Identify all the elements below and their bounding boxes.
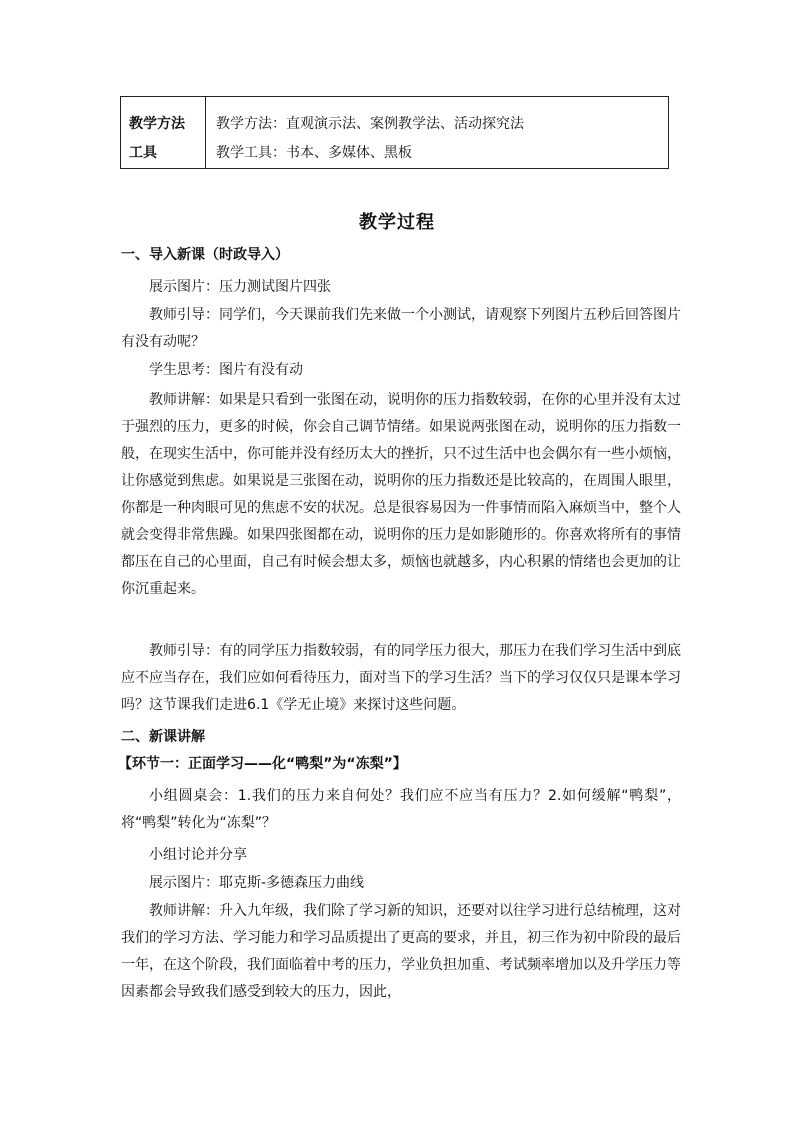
section-1-paragraph-4: 教师讲解：如果是只看到一张图在动，说明你的压力指数较弱，在你的心里并没有太过于强烈的压力，更多的时候，你会自己调节情绪。如果说两张图在动，说明你的压力指数一般，在现实生活中，你可能并没有经历太大的挫折，只不过生活中也会偶尔有一些小烦恼，让你感觉到焦虑。如果说是三张图在动，说明你的压力指数还是比较高的，在周围人眼里，你都是一种肉眼可见的焦虑不安的状况。总是很容易因为一件事情而陷入麻烦当中，整个人就会变得非常焦躁。如果四张图都在动，说明你的压力是如影随形的。你喜欢将所有的事情都压在自己的心里面，自己有时候会想太多，烦恼也就越多，内心积累的情绪也会更加的让你沉重起来。 [121, 392, 681, 597]
page-title: 教学过程 [359, 212, 435, 233]
section-1-paragraph-3: 学生思考：图片有没有动 [149, 362, 303, 378]
section-2-paragraph-2: 小组讨论并分享 [149, 847, 247, 863]
section-1-paragraph-5: 教师引导：有的同学压力指数较弱，有的同学压力很大，那压力在我们学习生活中到底应不应当存在，我们应如何看待压力，面对当下的学习生活？当下的学习仅仅只是课本学习吗？这节课我们走进6.1《学无止境》来探讨这些问题。 [121, 643, 681, 713]
label-line-2: 工具 [129, 145, 157, 161]
section-2-paragraph-4: 教师讲解：升入九年级，我们除了学习新的知识，还要对以往学习进行总结梳理，这对我们的学习方法、学习能力和学习品质提出了更高的要求，并且，初三作为初中阶段的最后一年，在这个阶段，我们面临着中考的压力，学业负担加重、考试频率增加以及升学压力等因素都会导致我们感受到较大的压力，因此， [121, 903, 681, 1000]
teaching-methods-text: 教学方法：直观演示法、案例教学法、活动探究法 [216, 116, 524, 132]
table-content-cell [206, 97, 668, 168]
section-2-sub-heading: 【环节一：正面学习——化“鸭梨”为“冻梨”】 [118, 756, 407, 772]
section-1-paragraph-2: 教师引导：同学们，今天课前我们先来做一个小测试，请观察下列图片五秒后回答图片有没有动呢？ [121, 307, 681, 350]
section-2-paragraph-3: 展示图片：耶克斯-多德森压力曲线 [149, 875, 365, 891]
section-2-heading: 二、新课讲解 [121, 729, 205, 745]
label-line-1: 教学方法 [129, 116, 185, 132]
section-1-heading: 一、导入新课（时政导入） [121, 247, 289, 263]
section-1-paragraph-1: 展示图片：压力测试图片四张 [149, 279, 331, 295]
section-2-paragraph-1: 小组圆桌会：1.我们的压力来自何处？我们应不应当有压力？2.如何缓解“鸭梨”，将“鸭梨”转化为“冻梨”？ [121, 788, 681, 831]
table-label-cell [121, 97, 206, 168]
teaching-tools-text: 教学工具：书本、多媒体、黑板 [216, 145, 412, 161]
teaching-method-table [120, 96, 669, 169]
